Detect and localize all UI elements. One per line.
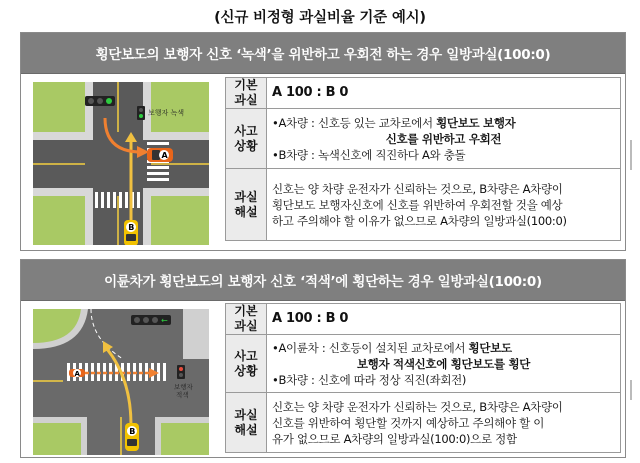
car-b-icon xyxy=(124,220,138,245)
pedestrian-signal-label: 보행자 녹색 xyxy=(148,109,185,117)
accident-situation-value: •A차량 : 신호등 있는 교차로에서 횡단보도 보행자 신호를 위반하고 우회전 •B차량 : 녹색신호에 직진하다 A와 충돌 xyxy=(267,109,621,169)
fault-explanation-label: 과실 해설 xyxy=(226,393,267,453)
motorcycle-a-icon xyxy=(69,369,85,378)
page-edge-mark xyxy=(630,140,632,170)
traffic-light-icon xyxy=(131,315,171,325)
svg-text:A: A xyxy=(161,151,168,160)
svg-text:A: A xyxy=(74,370,80,378)
case-header-1: 횡단보도의 보행자 신호 ‘녹색’을 위반하고 우회전 하는 경우 일방과실(100:0) xyxy=(21,33,625,74)
case-table-2 xyxy=(225,303,621,453)
car-b-icon xyxy=(125,423,139,451)
basic-fault-label: 기본 과실 xyxy=(226,78,267,109)
pedestrian-signal-icon xyxy=(137,106,145,120)
accident-situation-value: •A이륜차 : 신호등이 설치된 교차로에서 횡단보도 보행자 적색신호에 횡단보도를 횡단 •B차량 : 신호에 따라 정상 직진(좌회전) xyxy=(267,335,621,393)
pedestrian-signal-icon xyxy=(177,365,185,379)
traffic-light-icon xyxy=(85,96,115,106)
case-panel-1 xyxy=(20,32,626,251)
case-panel-2 xyxy=(20,259,626,458)
basic-fault-value: A 100 : B 0 xyxy=(267,304,621,335)
accident-situation-label: 사고 상황 xyxy=(226,109,267,169)
page-edge-mark xyxy=(630,380,632,400)
svg-text:B: B xyxy=(129,427,136,436)
accident-situation-label: 사고 상황 xyxy=(226,335,267,393)
fault-explanation-value: 신호는 양 차량 운전자가 신뢰하는 것으로, B차량은 A차량이 횡단보도 보행자신호에 신호를 위반하여 우회전할 것을 예상 하고 주의해야 할 이유가 없으므로 A차량의 일방과실(100:0) xyxy=(267,169,621,241)
pedestrian-signal-label: 보행자 적색 xyxy=(174,383,193,399)
fault-explanation-label: 과실 해설 xyxy=(226,169,267,241)
basic-fault-value: A 100 : B 0 xyxy=(267,78,621,109)
case-header-2: 이륜차가 횡단보도의 보행자 신호 ‘적색’에 횡단하는 경우 일방과실(100:0) xyxy=(21,260,625,301)
car-a-icon xyxy=(147,148,173,162)
svg-text:B: B xyxy=(128,223,135,232)
intersection-diagram-1 xyxy=(33,82,209,245)
intersection-diagram-2 xyxy=(33,309,209,455)
document-title: (신규 비정형 과실비율 기준 예시) xyxy=(214,10,426,26)
basic-fault-label: 기본 과실 xyxy=(226,304,267,335)
svg-text:←: ← xyxy=(161,316,168,325)
case-table-1 xyxy=(225,77,621,241)
fault-explanation-value: 신호는 양 차량 운전자가 신뢰하는 것으로, B차량은 A차량이 신호를 위반하여 횡단할 것까지 예상하고 주의해야 할 이 유가 없으므로 A차량의 일방과실(100:0)으로 정함 xyxy=(267,393,621,453)
